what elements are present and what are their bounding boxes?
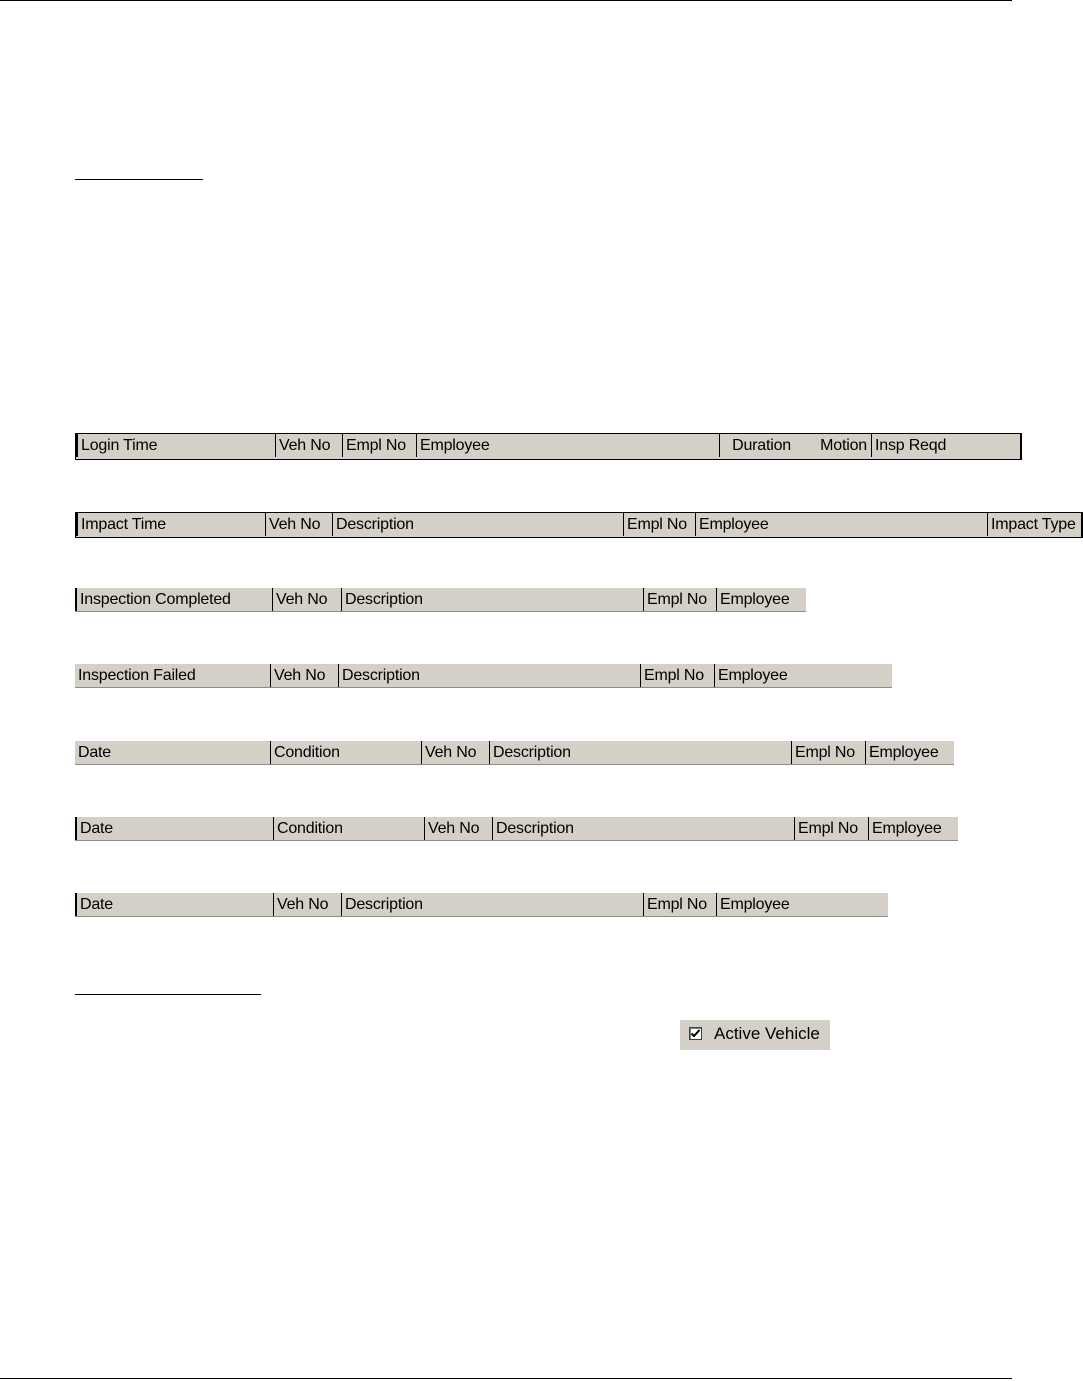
column-header-description[interactable]: Description	[341, 893, 643, 916]
column-header-empl-no[interactable]: Empl No	[791, 741, 865, 764]
column-header-description[interactable]: Description	[332, 513, 623, 536]
column-header-empl-no[interactable]: Empl No	[623, 513, 695, 536]
column-header-inspection-failed[interactable]: Inspection Failed	[78, 667, 196, 684]
column-header-employee[interactable]: Employee	[416, 434, 719, 457]
column-header-impact-type[interactable]: Impact Type	[987, 513, 1082, 536]
active-vehicle-label: Active Vehicle	[714, 1024, 820, 1043]
login-grid-header	[75, 433, 1022, 460]
column-header-login-time[interactable]: Login Time	[76, 434, 275, 457]
column-header-condition[interactable]: Condition	[273, 817, 424, 840]
section-heading-underline-2	[75, 994, 261, 995]
column-header-inspection-completed[interactable]: Inspection Completed	[75, 588, 272, 611]
column-header-impact-time[interactable]: Impact Time	[76, 513, 265, 536]
column-header-veh-no[interactable]: Veh No	[272, 588, 341, 611]
column-header-veh-no[interactable]: Veh No	[273, 893, 341, 916]
column-header-employee[interactable]: Employee	[716, 588, 806, 611]
inspection-completed-grid-header	[75, 588, 806, 612]
column-header-date[interactable]: Date	[75, 893, 273, 916]
column-header-motion[interactable]: Motion	[820, 437, 867, 454]
column-header-employee[interactable]: Employee	[868, 817, 958, 840]
column-header-veh-no[interactable]: Veh No	[265, 513, 332, 536]
column-header-employee[interactable]: Employee	[865, 741, 954, 764]
column-header-empl-no[interactable]: Empl No	[640, 664, 714, 687]
column-header-empl-no[interactable]: Empl No	[643, 588, 716, 611]
bottom-rule	[0, 1378, 1012, 1379]
column-header-duration[interactable]: Duration	[719, 434, 795, 457]
dated-events-grid-header	[75, 893, 888, 917]
column-header-veh-no[interactable]: Veh No	[275, 434, 342, 457]
column-header-description[interactable]: Description	[338, 664, 640, 687]
column-header-date[interactable]: Date	[75, 817, 273, 840]
condition-grid-header-a	[75, 741, 954, 765]
section-heading-underline-1	[75, 179, 203, 180]
active-vehicle-checkbox[interactable]	[689, 1027, 702, 1040]
column-header-insp-reqd[interactable]: Insp Reqd	[871, 434, 1021, 457]
column-header-empl-no[interactable]: Empl No	[794, 817, 868, 840]
column-header-employee[interactable]: Employee	[714, 664, 892, 687]
checkmark-icon	[690, 1028, 701, 1039]
column-header-condition[interactable]: Condition	[270, 741, 421, 764]
column-header-description[interactable]: Description	[489, 741, 791, 764]
column-header-veh-no[interactable]: Veh No	[270, 664, 338, 687]
column-header-veh-no[interactable]: Veh No	[421, 741, 489, 764]
column-header-employee[interactable]: Employee	[695, 513, 987, 536]
column-header-description[interactable]: Description	[341, 588, 643, 611]
inspection-failed-grid-header	[75, 664, 892, 688]
impact-grid-header	[75, 512, 1083, 538]
condition-grid-header-b	[75, 817, 958, 841]
column-header-date[interactable]: Date	[78, 744, 111, 761]
column-header-empl-no[interactable]: Empl No	[342, 434, 416, 457]
column-header-empl-no[interactable]: Empl No	[643, 893, 716, 916]
active-vehicle-checkbox-group[interactable]	[680, 1020, 830, 1050]
column-header-veh-no[interactable]: Veh No	[424, 817, 492, 840]
column-header-employee[interactable]: Employee	[716, 893, 888, 916]
column-header-description[interactable]: Description	[492, 817, 794, 840]
top-rule	[0, 0, 1012, 1]
